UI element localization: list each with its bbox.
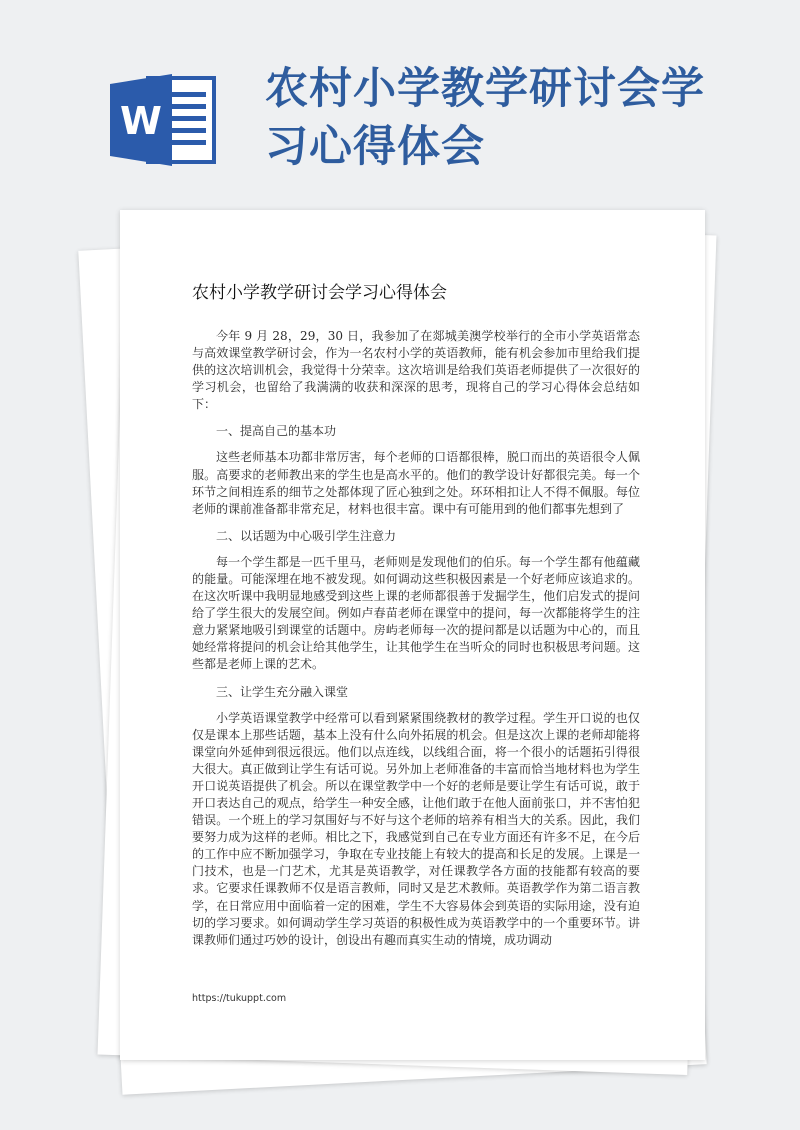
document-body — [192, 278, 640, 949]
section-paragraph: 小学英语课堂教学中经常可以看到紧紧围绕教材的教学过程。学生开口说的也仅仅是课本上那些话题，基本上没有什么向外拓展的机会。但是这次上课的老师却能将课堂向外延伸到很远很远。他们以点连线，以线组合面，将一个很小的话题拓引得很大很大。真正做到让学生有话可说。另外加上老师准备的丰富而恰当地材料也为学生开口说英语提供了机会。所以在课堂教学中一个好的老师是要让学生有话可说，敢于开口表达自己的观点，给学生一种安全感，让他们敢于在他人面前张口，并不害怕犯错误。一个班上的学习氛围好与不好与这个老师的培养有相当大的关系。因此，我们要努力成为这样的老师。相比之下，我感觉到自己在专业方面还有许多不足，在今后的工作中应不断加强学习，争取在专业技能上有较大的提高和长足的发展。上课是一门技术，也是一门艺术，尤其是英语教学，对任课教学各方面的技能都有较高的要求。它要求任课教师不仅是语言教师，同时又是艺术教师。英语教学作为第二语言教学，在日常应用中面临着一定的困难，学生不大容易体会到英语的实际用途，没有迫切的学习要求。如何调动学生学习英语的积极性成为英语教学中的一个重要环节。讲课教师们通过巧妙的设计，创设出有趣而真实生动的情境，成功调动 — [192, 710, 640, 947]
section-heading: 二、以话题为中心吸引学生注意力 — [216, 528, 397, 543]
section-paragraph: 每一个学生都是一匹千里马，老师则是发现他们的伯乐。每一个学生都有他蕴藏的能量。可能深埋在地不被发现。如何调动这些积极因素是一个好老师应该追求的。在这次听课中我明显地感受到这些上课的老师都很善于发掘学生，他们启发式的提问给了学生很大的发展空间。例如卢春苗老师在课堂中的提问，每一次都能将学生的注意力紧紧地吸引到课堂的话题中。房屿老师每一次的提问都是以话题为中心的，而且她经常将提问的机会让给其他学生，让其他学生在当听众的同时也积极思考问题。这些都是老师上课的艺术。 — [192, 554, 640, 672]
footer-url: https://tukuppt.com — [192, 993, 287, 1004]
section-heading: 三、让学生充分融入课堂 — [216, 684, 349, 699]
intro-paragraph: 今年 9 月 28，29，30 日，我参加了在郯城美澳学校举行的全市小学英语常态与高效课堂教学研讨会，作为一名农村小学的英语教师，能有机会参加市里给我们提供的这次培训机会，我觉得十分荣幸。这次培训是给我们英语老师提供了一次很好的学习机会，也留给了我满满的收获和深深的思考，现将自己的学习心得体会总结如下： — [192, 329, 640, 412]
banner-title: 农村小学教学研讨会学习心得体会 — [265, 64, 705, 172]
section-paragraph: 这些老师基本功都非常厉害，每个老师的口语都很棒，脱口而出的英语很令人佩服。高要求的老师教出来的学生也是高水平的。他们的教学设计好都很完美。每一个环节之间相连系的细节之处都体现了匠心独到之处。环环相扣让人不得不佩服。每位老师的课前准备都非常充足，材料也很丰富。课中有可能用到的他们都事先想到了 — [192, 450, 640, 516]
svg-text:W: W — [120, 99, 162, 143]
banner — [0, 0, 800, 215]
section-heading: 一、提高自己的基本功 — [216, 424, 337, 439]
document-title: 农村小学教学研讨会学习心得体会 — [192, 283, 447, 303]
word-document-icon — [110, 70, 220, 170]
